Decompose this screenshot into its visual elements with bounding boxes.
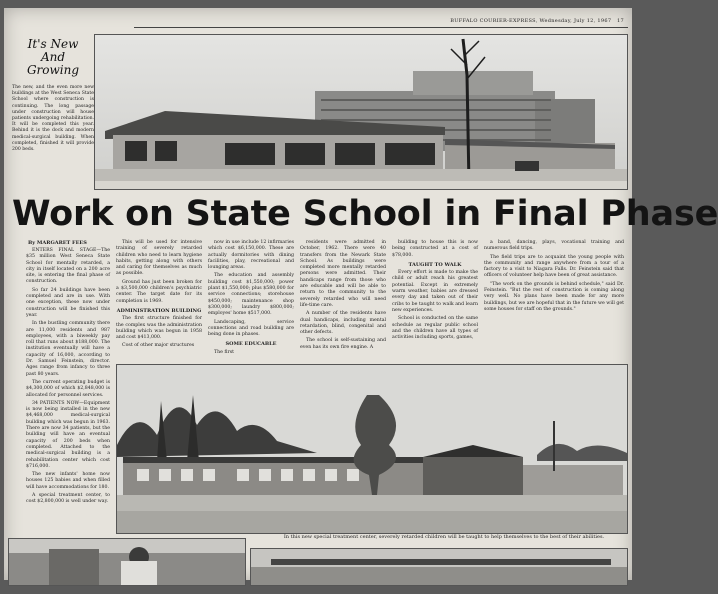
top-photo [94, 34, 628, 190]
col5-subhead: TAUGHT TO WALK [408, 261, 462, 268]
col1-para-3: In the bustling community there are 11,000 residents and 987 employees, with a biweekly pay roll that runs about $188,000. The institution eventually will have a capacity of 16,000, according to Dr. Samuel Feinstein, director. Ages range from infancy to three past 80 years. [26, 321, 110, 377]
masthead-line [134, 18, 624, 24]
col3-para-4: The first [214, 349, 235, 355]
newspaper-page [4, 8, 718, 580]
construction-scene [95, 35, 627, 189]
article-column-2 [116, 240, 202, 364]
col6-para-1: a band, dancing, plays, vocational training and numerous field trips. [484, 240, 624, 252]
col2-para-4: Cost of other major structures [122, 343, 195, 349]
col5-para-3: School is conducted on the same schedule as regular public school and the children have all types of activities including sports, games, [392, 316, 478, 341]
masthead-rule [134, 27, 628, 28]
col1-para-5: 34 PATIENTS NOW—Equipment is now being installed in the new $4,468,000 medical-surgical building which was begun in 1963. There are now 34 patients, but the building will have an eventual capacity of 200 beds when completed. Attached to the medical-surgical building is a rehabilitation center which cost $716,000. [26, 400, 110, 469]
sidebar-title: It's New And Growing [26, 37, 80, 77]
col1-para-6: The new infants' home now houses 125 babies and when filled will have accommodations for 180. [26, 472, 110, 490]
col3-subhead: SOME EDUCABLE [225, 341, 277, 348]
middle-photo [116, 364, 628, 534]
article-column-6 [484, 240, 624, 364]
col2-para-1: This will be used for intensive training of severely retarded children who need to learn hygiene habits, getting along with others and caring for themselves as much as possible. [116, 240, 202, 277]
sidebar-text: The new, and the even more new buildings at the West Seneca State School where construction is continuing. The long passage under construction will house patients undergoing rehabilitation. It will be completed this year. Behind it is the dock and modern medical-surgical building. When completed, finished it will provide 200 beds. [12, 85, 94, 153]
col1-para-2: So far 24 buildings have been completed and are in use. With one exception, these now under construction will be finished this year. [26, 287, 110, 318]
col4-para-1: residents were admitted in October, 1962. There were 40 transfers from the Newark State School. As buildings were completed more mentally retarded persons were admitted. Their handicaps range from those who are educable and will be able to return to the community to the severely retarded who will need life-time care. [300, 240, 386, 308]
article-column-1 [26, 248, 110, 534]
bottom-right-scene [251, 549, 627, 585]
col1-para-4: The current operating budget is $4,300,000 of which $2,848,000 is allocated for personnel services. [26, 379, 110, 398]
col1-para-1: ENTERS FINAL STAGE—The $35 million West Seneca State School for mentally retarded, a city in itself located on a 200 acre site, is entering the final phase of construction. [26, 248, 110, 285]
bottom-left-scene [9, 539, 245, 585]
photo-caption: In this new special treatment center, severely retarded children will be taught to help themselves to the best of their abilities. [283, 534, 605, 540]
bottom-left-photo [8, 538, 246, 586]
col2-para-3: The first structure finished for the complex was the administration building which was begun in 1958 and cost $413,000. [116, 316, 202, 341]
bottom-right-photo [250, 548, 628, 586]
col6-para-2: The field trips are to acquaint the young people with the community and range anywhere from a tour of a factory to a visit to Niagara Falls. Dr. Feinstein said that officers of volunteer help have been of great assistance. [484, 254, 624, 279]
sidebar [12, 32, 94, 153]
col1-para-7: A special treatment center, to cost $2,800,000 is well under way. [26, 492, 110, 505]
col3-para-2: The education and assembly building cost $1,550,000; power plant $1,550,000; plus $580,000 for service connections; storehouse $450,000; maintenance shop $300,000; laundry $800,000; employes' home $517,000. [208, 273, 294, 317]
treatment-center-scene [117, 365, 627, 533]
headline: Work on State School in Final Phase [12, 194, 718, 234]
article-column-4 [300, 240, 386, 364]
col5-para-1: building to house this is now being constructed at a cost of $78,000. [392, 240, 478, 258]
col2-para-2: Ground has just been broken for a $3,500,000 children's psychiatric center. The target date for its completion is 1969. [116, 279, 202, 304]
article-column-5 [392, 240, 478, 364]
page-number: 17 [617, 18, 624, 24]
col3-para-1: now in use include 12 infirmaries which cost $6,150,000. These are actually dormitories with dining facilities, play, recreational and lounging areas. [208, 240, 294, 271]
col2-subhead: ADMINISTRATION BUILDING [116, 307, 202, 314]
masthead-paper: BUFFALO COURIER-EXPRESS, Wednesday, July 12, 1967 [450, 18, 612, 24]
col3-para-3: Landscaping, service connections and road building are being done in phases. [208, 319, 294, 338]
col4-para-3: The school is self-sustaining and even has its own fire engine. A [300, 338, 386, 350]
col5-para-2: Every effort is made to make the child or adult reach his greatest potential. Except in extremely warm weather, babies are dressed every day and taken out of their cribs to be taught to walk and learn new experiences. [392, 270, 478, 313]
article-column-3 [208, 240, 294, 364]
col6-para-3: "The work on the grounds is behind schedule," said Dr. Feinstein. "But the rest of construction is coming along very well. No plans have been made for any more buildings, but we are hopeful that in the future we will get some houses for staff on the grounds." [484, 281, 624, 312]
col4-para-2: A number of the residents have dual handicaps, including mental retardation, blind, congenital and other defects. [300, 311, 386, 336]
byline: By MARGARET FEES [28, 240, 87, 246]
